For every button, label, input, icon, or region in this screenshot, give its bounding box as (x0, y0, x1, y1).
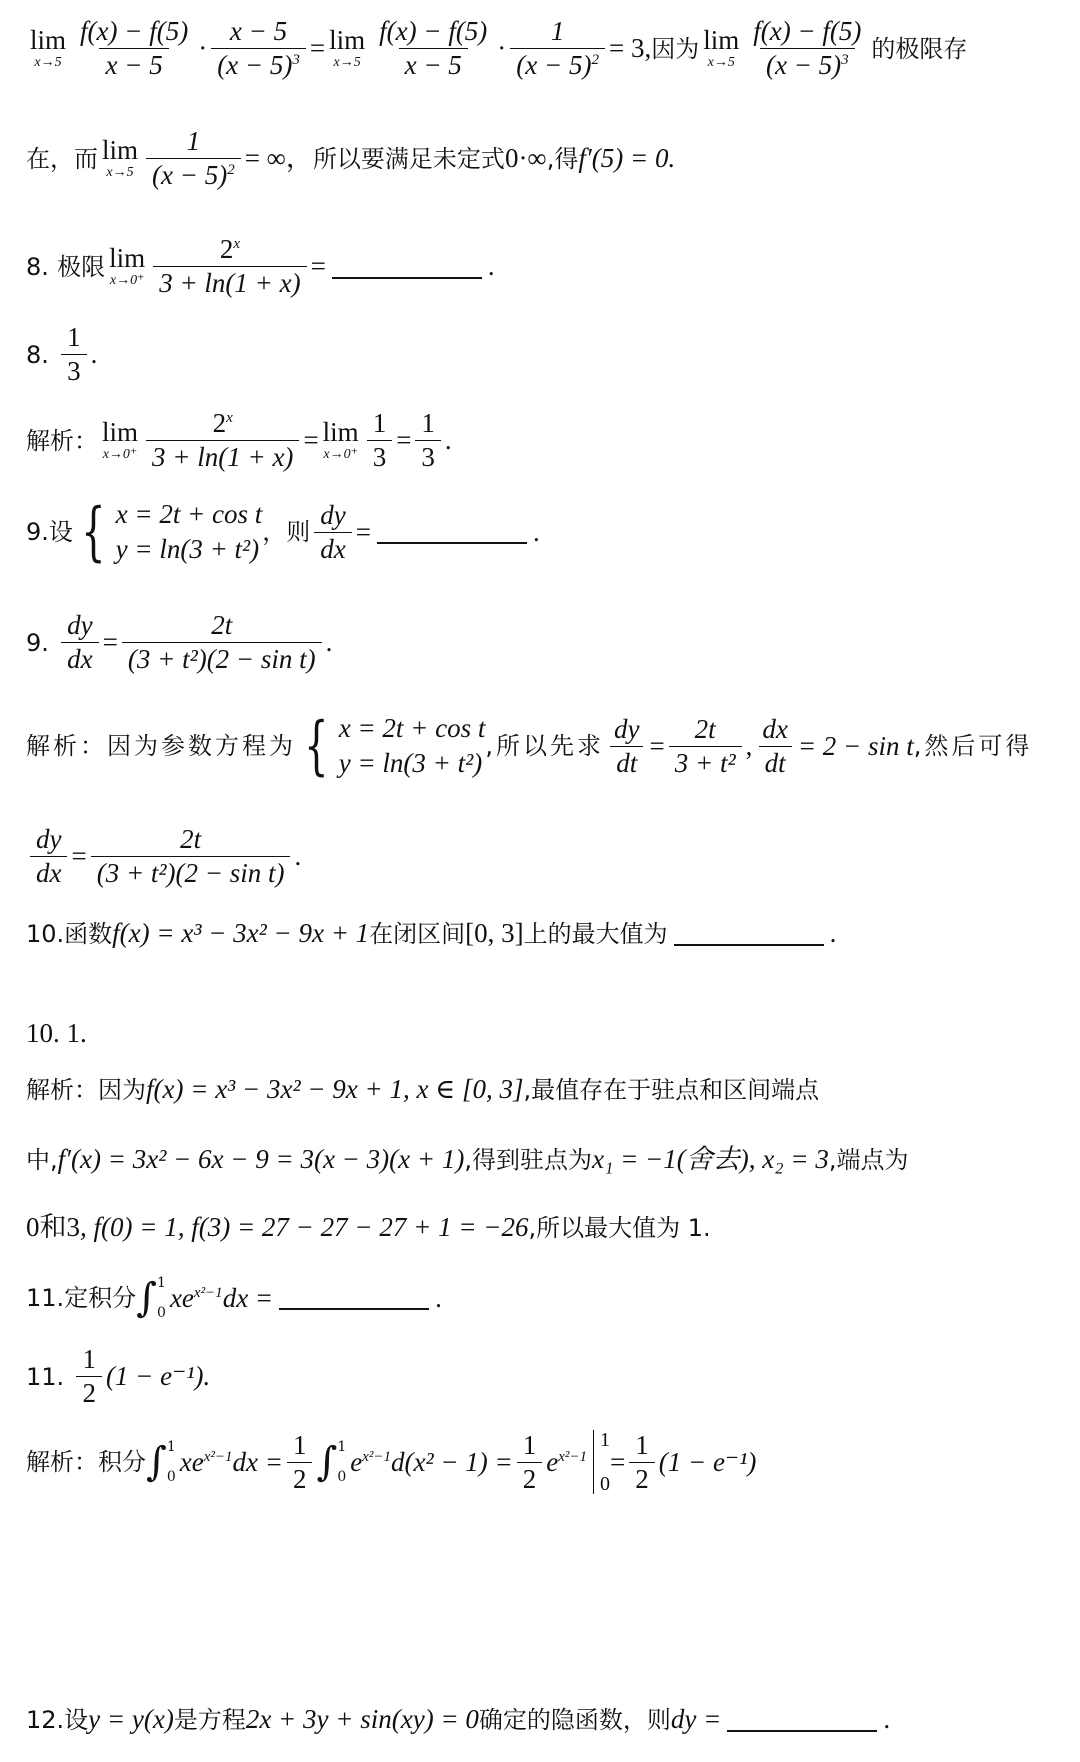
equation-system: x = 2t + cos t y = ln(3 + t²) (115, 499, 263, 564)
fraction: $\frac{f(x) - f(5)}{(x - 5)^3}$ (753, 16, 862, 80)
fraction: $\frac{1}{2}$ (629, 1432, 655, 1493)
answer-8: 8. $\frac{1}{3}$ . (26, 322, 98, 386)
fraction: $\frac{dx}{dt}$ (756, 716, 793, 777)
fraction: $\frac{f(x) - f(5)}{x - 5}$ (80, 16, 189, 80)
question-11: 11.定积分 ∫ 1 0 $xe^{x^2-1}$ dx = . (26, 1275, 442, 1321)
answer-blank[interactable] (674, 922, 824, 946)
limit-operator: lim x→5 (703, 25, 740, 70)
fraction: $\frac{1}{2}$ (76, 1346, 102, 1407)
solution-8: 解析： lim x→0⁺ $\frac{2^x}{3 + \ln(1 + x)}$ = lim x→0⁺ $\frac{1}{3}$ = $\frac{1}{3}$ . (26, 408, 452, 472)
answer-9: 9. $\frac{dy}{dx}$ = $\frac{2t}{\text{(3 + t²)(2 − sin t)}}$ . (26, 610, 333, 674)
fraction: $\frac{1}{(x - 5)^2}$ (146, 128, 241, 189)
fraction: $\frac{2t}{\text{(3 + t²)(2 − sin t)}}$ (91, 826, 291, 887)
solution-9: 解析：因为参数方程为 { x = 2t + cos t y = ln(3 + t²) ,所以先求 $\frac{dy}{dt}$ = $\frac{2t}{\text{3 + t²}}$ , $\frac{dx}{dt}$ = 2 − sin t ,然后可得 (26, 709, 1033, 783)
fraction: $\frac{2t}{\text{(3 + t²)(2 − sin t)}}$ (122, 612, 322, 673)
fraction: $\frac{dy}{dx}$ (30, 826, 67, 887)
answer-11: 11. $\frac{1}{2}$ (1 − e⁻¹). (26, 1344, 211, 1408)
solution-11: 解析：积分 ∫ 1 0 $xe^{x^2-1}$ dx = $\frac{1}{2}$ ∫ 1 0 $e^{x^2-1}$ d(x² − 1) = $\frac{1}{2}$ $e^{x^2-1}$ 1 0 = $\frac{1}{2}$ (1 − e⁻¹) (26, 1429, 757, 1495)
fraction: $\frac{dy}{dt}$ (608, 716, 645, 777)
q7-solution-line-2: 在，而 lim x→5 $\frac{1}{(x - 5)^2}$ = ∞， 所以要满足未定式 0·∞ ,得 f′(5) = 0. (26, 126, 676, 190)
fraction: $\frac{1}{2}$ (287, 1432, 313, 1493)
fraction: $\frac{x - 5}{(x - 5)^3}$ (211, 18, 306, 79)
answer-blank[interactable] (332, 255, 482, 279)
evaluation-bar (593, 1430, 594, 1494)
fraction: $\frac{2t}{\text{3 + t²}}$ (669, 716, 742, 777)
fraction: $\frac{dy}{dx}$ (61, 612, 98, 673)
solution-10-line-3: 0和3 , f(0) = 1, f(3) = 27 − 27 − 27 + 1 = −26 ,所以最大值为 1. (26, 1212, 711, 1242)
question-8: 8. 极限 lim x→0⁺ $\frac{2^x}{3 + \ln(1 + x)}$ = . (26, 234, 495, 298)
solution-9-result: $\frac{dy}{dx}$ = $\frac{2t}{\text{(3 + t²)(2 − sin t)}}$ . (26, 826, 301, 887)
solution-10-line-2: 中, f′(x) = 3x² − 6x − 9 = 3(x − 3)(x + 1) ,得到驻点为 x₁ = −1(舍去), x₂ = 3 ,端点为 (26, 1144, 909, 1174)
fraction: $\frac{2^x}{3 + \ln(1 + x)}$ (146, 410, 299, 471)
limit-operator: lim x→5 (102, 135, 139, 180)
fraction: $\frac{1}{3}$ (61, 324, 87, 385)
limit-operator: lim x→5 (329, 25, 366, 70)
question-10: 10.函数 f(x) = x³ − 3x² − 9x + 1 在闭区间 [0, 3] 上的最大值为 . (26, 918, 837, 948)
question-9: 9.设 { x = 2t + cos t y = ln(3 + t²) ，则 $\frac{dy}{dx}$ = . (26, 495, 540, 569)
answer-blank[interactable] (377, 520, 527, 544)
fraction: $\frac{dy}{dx}$ (314, 502, 351, 563)
limit-operator: lim x→0⁺ (102, 417, 139, 462)
solution-10-line-1: 解析：因为 f(x) = x³ − 3x² − 9x + 1, x ∈ [0, 3] ,最值存在于驻点和区间端点 (26, 1074, 820, 1104)
fraction: $\frac{f(x) - f(5)}{x - 5}$ (379, 16, 488, 80)
q7-solution-line: lim x→5 $\frac{f(x) - f(5)}{x - 5}$ · $\frac{x - 5}{(x - 5)^3}$ = lim x→5 $\frac{f(x) - f(5)}{x - 5}$ · $\frac{1}{(x - 5)^2}$ = 3, 因为 lim x→5 $\frac{f(x) - f(5)}{(x - 5)^3}$ 的极限存 (30, 16, 968, 80)
limit-operator: lim x→5 (30, 25, 67, 70)
fraction: $\frac{1}{2}$ (517, 1432, 543, 1493)
question-12: 12.设 y = y(x) 是方程 2x + 3y + sin(xy) = 0 确定的隐函数，则 dy = . (26, 1704, 891, 1734)
limit-operator: lim x→0⁺ (322, 417, 359, 462)
limit-operator: lim x→0⁺ (109, 243, 146, 288)
equation-system: x = 2t + cos t y = ln(3 + t²) (338, 713, 486, 778)
answer-blank[interactable] (727, 1708, 877, 1732)
answer-10: 10. 1. (26, 1018, 87, 1048)
fraction: $\frac{1}{3}$ (415, 410, 441, 471)
fraction: $\frac{1}{3}$ (367, 410, 393, 471)
answer-blank[interactable] (279, 1286, 429, 1310)
fraction: $\frac{2^x}{3 + \ln(1 + x)}$ (153, 236, 306, 297)
fraction: $\frac{1}{(x - 5)^2}$ (510, 18, 605, 79)
